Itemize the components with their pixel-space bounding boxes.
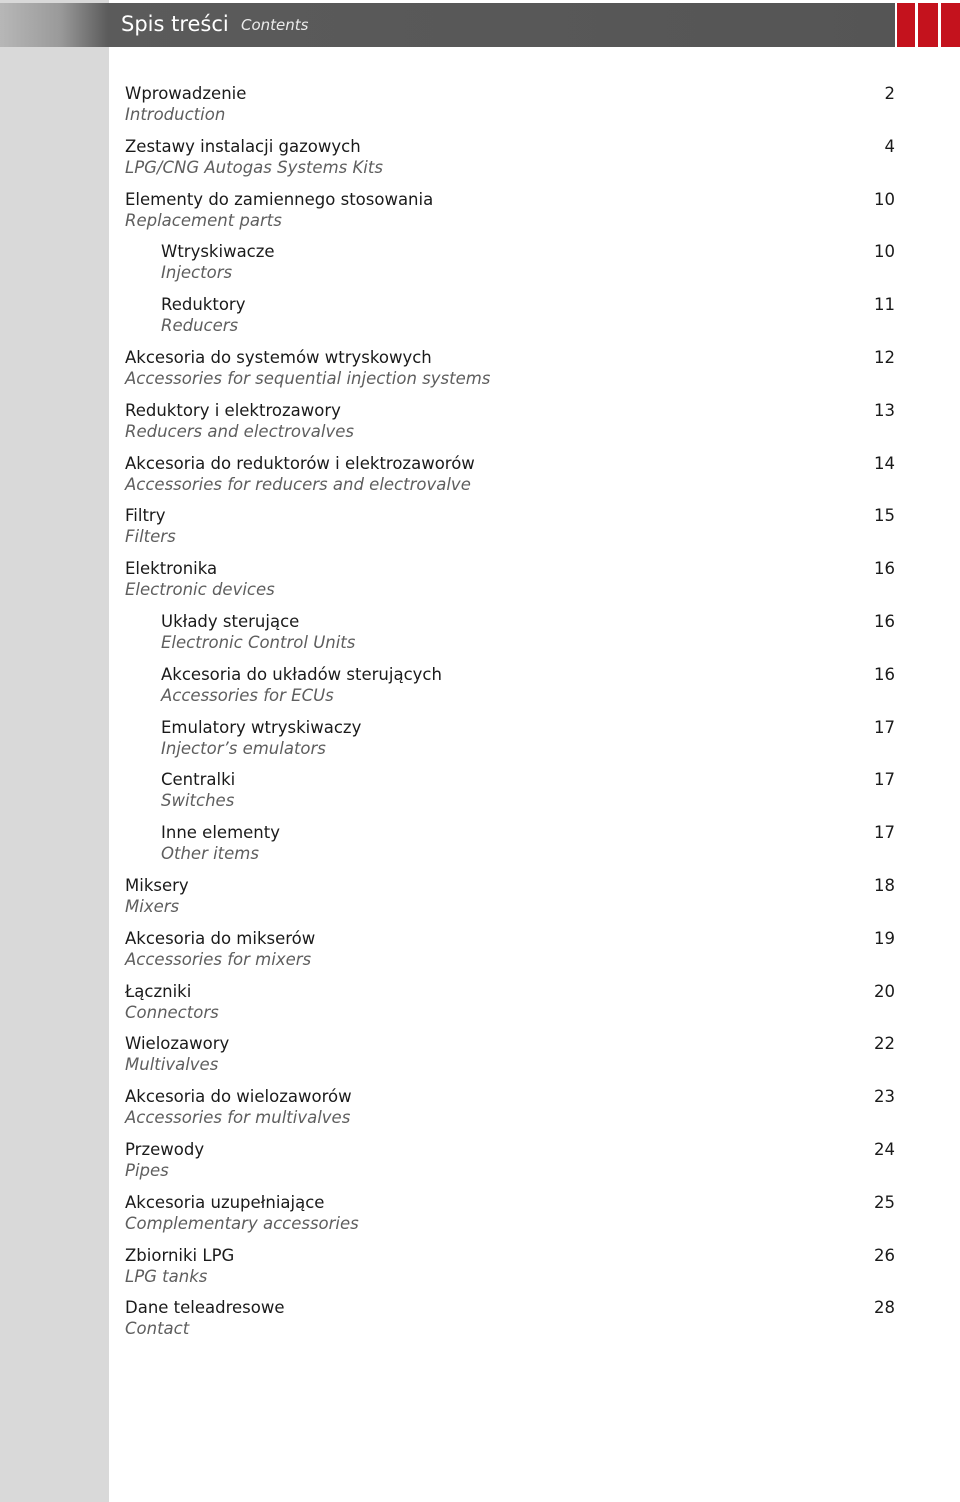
toc-entry-title: Wtryskiwacze: [161, 242, 275, 262]
toc-entry-title: Emulatory wtryskiwaczy: [161, 717, 362, 737]
toc-entry-title: Inne elementy: [161, 823, 280, 843]
toc-entry-title: Akcesoria uzupełniające: [125, 1192, 325, 1212]
toc-entry-subtitle: Multivalves: [125, 1055, 219, 1075]
header-accent-blocks: [894, 3, 960, 47]
toc-entry[interactable]: [0, 1032, 960, 1085]
toc-entry-title: Przewody: [125, 1139, 205, 1159]
toc-entry-title: Układy sterujące: [161, 611, 300, 631]
toc-entry-subtitle: Other items: [161, 844, 259, 864]
toc-page-number: 25: [874, 1192, 895, 1212]
accent-block: [897, 3, 915, 47]
toc-entry-title: Łączniki: [125, 981, 192, 1001]
toc-page-number: 24: [874, 1139, 895, 1159]
toc-subentry[interactable]: [0, 663, 960, 716]
toc-entry-subtitle: Pipes: [125, 1160, 169, 1180]
toc-page-number: 16: [874, 611, 895, 631]
toc-entry-title: Elektronika: [125, 559, 218, 579]
toc-entry-title: Wprowadzenie: [125, 84, 247, 103]
toc-entry[interactable]: [0, 452, 960, 505]
toc-subentry[interactable]: [0, 240, 960, 293]
table-of-contents: [0, 82, 960, 1349]
toc-entry[interactable]: [0, 504, 960, 557]
toc-entry[interactable]: [0, 188, 960, 241]
toc-entry-subtitle: LPG/CNG Autogas Systems Kits: [125, 157, 383, 177]
toc-entry-subtitle: Electronic devices: [125, 580, 275, 600]
toc-entry-title: Akcesoria do wielozaworów: [125, 1087, 352, 1107]
toc-entry[interactable]: [0, 135, 960, 188]
toc-page-number: 13: [874, 400, 895, 420]
toc-entry-title: Akcesoria do systemów wtryskowych: [125, 347, 432, 367]
toc-entry-subtitle: Reducers: [161, 316, 239, 336]
toc-entry-subtitle: Contact: [125, 1319, 190, 1339]
toc-page-number: 14: [874, 453, 895, 473]
toc-page-number: 16: [874, 664, 895, 684]
toc-entry-subtitle: Switches: [161, 791, 235, 811]
toc-entry-subtitle: Introduction: [125, 105, 226, 124]
toc-page-number: 2: [884, 84, 895, 103]
toc-page-number: 17: [874, 823, 895, 843]
toc-entry-title: Filtry: [125, 506, 166, 526]
toc-page-number: 15: [874, 506, 895, 526]
toc-page-number: 20: [874, 981, 895, 1001]
toc-entry[interactable]: [0, 82, 960, 135]
toc-entry-subtitle: Accessories for multivalves: [125, 1108, 351, 1128]
toc-entry[interactable]: [0, 980, 960, 1033]
toc-subentry[interactable]: [0, 821, 960, 874]
page-subtitle: Contents: [241, 16, 309, 34]
toc-entry-title: Miksery: [125, 875, 189, 895]
toc-page-number: 19: [874, 928, 895, 948]
toc-entry-subtitle: Replacement parts: [125, 210, 282, 230]
toc-entry[interactable]: [0, 1244, 960, 1297]
toc-entry-title: Centralki: [161, 770, 236, 790]
toc-entry[interactable]: [0, 1085, 960, 1138]
toc-entry-title: Elementy do zamiennego stosowania: [125, 189, 434, 209]
toc-entry[interactable]: [0, 927, 960, 980]
toc-entry[interactable]: [0, 1191, 960, 1244]
toc-entry-subtitle: Filters: [125, 527, 176, 547]
toc-page-number: 10: [874, 242, 895, 262]
toc-page-number: 26: [874, 1245, 895, 1265]
toc-entry[interactable]: [0, 1138, 960, 1191]
toc-page-number: 18: [874, 875, 895, 895]
toc-entry-subtitle: Accessories for sequential injection systems: [125, 368, 491, 388]
toc-entry[interactable]: [0, 346, 960, 399]
toc-entry[interactable]: [0, 874, 960, 927]
toc-entry-title: Reduktory i elektrozawory: [125, 400, 341, 420]
toc-page-number: 28: [874, 1298, 895, 1318]
toc-page-number: 22: [874, 1034, 895, 1054]
toc-entry-title: Zestawy instalacji gazowych: [125, 136, 361, 156]
toc-entry-title: Dane teleadresowe: [125, 1298, 285, 1318]
toc-page-number: 23: [874, 1087, 895, 1107]
toc-subentry[interactable]: [0, 293, 960, 346]
toc-page-number: 16: [874, 559, 895, 579]
toc-entry-title: Zbiorniki LPG: [125, 1245, 235, 1265]
toc-subentry[interactable]: [0, 768, 960, 821]
toc-entry-title: Akcesoria do reduktorów i elektrozaworów: [125, 453, 475, 473]
toc-page-number: 12: [874, 347, 895, 367]
toc-entry[interactable]: [0, 557, 960, 610]
toc-entry-subtitle: Electronic Control Units: [161, 632, 356, 652]
toc-page-number: 17: [874, 770, 895, 790]
toc-entry-subtitle: Injector’s emulators: [161, 738, 326, 758]
toc-entry-subtitle: Reducers and electrovalves: [125, 421, 354, 441]
toc-subentry[interactable]: [0, 610, 960, 663]
toc-entry[interactable]: [0, 1296, 960, 1349]
toc-entry-subtitle: Injectors: [161, 263, 233, 283]
toc-subentry[interactable]: [0, 716, 960, 769]
toc-entry-subtitle: Complementary accessories: [125, 1213, 359, 1233]
page-title: Spis treści: [121, 12, 229, 36]
toc-entry-subtitle: Accessories for ECUs: [161, 685, 334, 705]
toc-entry-subtitle: Accessories for reducers and electrovalve: [125, 474, 471, 494]
toc-entry-subtitle: LPG tanks: [125, 1266, 208, 1286]
toc-entry-title: Akcesoria do mikserów: [125, 928, 316, 948]
accent-block: [941, 3, 960, 47]
accent-block: [918, 3, 938, 47]
toc-entry-title: Akcesoria do układów sterujących: [161, 664, 442, 684]
toc-entry-title: Wielozawory: [125, 1034, 230, 1054]
toc-page-number: 11: [874, 295, 895, 315]
toc-entry-subtitle: Mixers: [125, 896, 180, 916]
toc-entry-subtitle: Accessories for mixers: [125, 949, 312, 969]
toc-entry-subtitle: Connectors: [125, 1002, 219, 1022]
toc-page-number: 17: [874, 717, 895, 737]
toc-entry[interactable]: [0, 399, 960, 452]
toc-entry-title: Reduktory: [161, 295, 246, 315]
toc-page-number: 10: [874, 189, 895, 209]
toc-page-number: 4: [884, 136, 895, 156]
